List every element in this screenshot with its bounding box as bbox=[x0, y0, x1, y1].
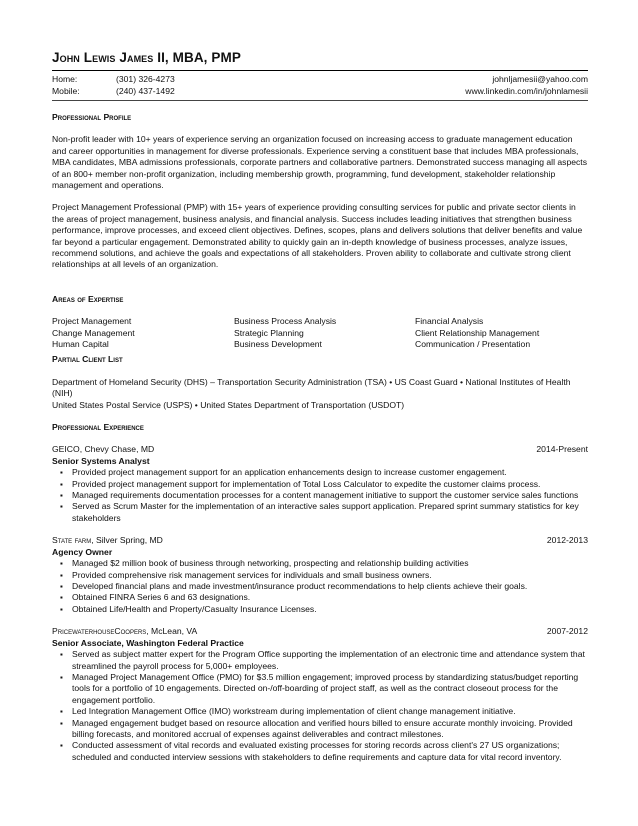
client-list-line-2: United States Postal Service (USPS) • United States Department of Transportation (USDOT) bbox=[52, 399, 405, 410]
employer-name: PricewaterhouseCoopers bbox=[52, 626, 147, 637]
expertise-item: Project Management bbox=[52, 316, 132, 327]
job-bullet: ▪ Obtained Life/Health and Property/Casualty Insurance Licenses. bbox=[52, 604, 588, 615]
contact-row-mobile bbox=[52, 86, 588, 98]
client-list-line-1: Department of Homeland Security (DHS) – Transportation Security Administration (TSA) • US Coast Guard • National Institutes of Health (NIH) bbox=[52, 376, 571, 399]
job-dates: 2007-2012 bbox=[546, 626, 588, 637]
expertise-heading: Areas of Expertise bbox=[52, 293, 124, 304]
expertise-item: Business Process Analysis bbox=[234, 316, 337, 327]
contact-block bbox=[52, 74, 588, 97]
job-bullet: ▪ Managed Project Management Office (PMO) for $3.5 million engagement; improved process by standardizing status/budget reporting tools for a portfolio of 10 engagements. Directed on-/off-boarding of project staff, as well as the contract closeout process for the engagement portfolio. bbox=[52, 672, 588, 706]
job-bullet: ▪ Served as subject matter expert for the Program Office supporting the implementation of an electronic time and attendance system that streamlined the payroll process for 5,000+ employees. bbox=[52, 649, 588, 672]
expertise-item: Communication / Presentation bbox=[415, 339, 531, 350]
linkedin-url[interactable]: www.linkedin.com/in/johnlamesii bbox=[465, 85, 588, 96]
expertise-item: Business Development bbox=[234, 339, 322, 350]
employer-location: , Silver Spring, MD bbox=[91, 535, 163, 546]
job-header bbox=[52, 626, 588, 638]
header-rule bbox=[52, 70, 588, 71]
home-phone: (301) 326-4273 bbox=[116, 74, 175, 84]
resume-name: John Lewis James II, MBA, PMP bbox=[52, 50, 241, 65]
resume-page bbox=[52, 50, 588, 763]
job-bullets bbox=[52, 467, 588, 524]
job-bullet: ▪ Served as Scrum Master for the implementation of an interactive sales support application. Prepared sprint summary statistics for key stakeholders bbox=[52, 501, 588, 524]
job-bullet: ▪ Developed financial plans and made investment/insurance product recommendations to help clients achieve their goals. bbox=[52, 581, 588, 592]
job-entry-state-farm bbox=[52, 535, 588, 615]
expertise-col-2 bbox=[234, 316, 336, 351]
expertise-grid bbox=[52, 316, 588, 351]
job-bullet: ▪ Obtained FINRA Series 6 and 63 designations. bbox=[52, 592, 588, 603]
client-list-heading: Partial Client List bbox=[52, 354, 123, 365]
job-header bbox=[52, 535, 588, 547]
job-entry-pwc bbox=[52, 626, 588, 763]
job-dates: 2012-2013 bbox=[546, 535, 588, 546]
job-bullet: ▪ Managed engagement budget based on resource allocation and verified hours billed to ensure accurate monthly invoicing. Provided billing forecasts, and monitored accrual of expenses against deliverables and contract milestones. bbox=[52, 718, 588, 741]
profile-heading: Professional Profile bbox=[52, 112, 132, 122]
expertise-item: Human Capital bbox=[52, 339, 109, 350]
job-title: Agency Owner bbox=[52, 546, 113, 557]
mobile-phone: (240) 437-1492 bbox=[116, 85, 175, 96]
job-bullet: ▪ Managed requirements documentation processes for a content management initiative to support the customer service sales functions bbox=[52, 490, 588, 501]
employer-location: , McLean, VA bbox=[146, 626, 198, 637]
job-bullet: ▪ Led Integration Management Office (IMO) workstream during implementation of client change management initiative. bbox=[52, 706, 588, 717]
expertise-item: Strategic Planning bbox=[234, 327, 304, 338]
job-bullet: ▪ Provided project management support for an application enhancements design to increase customer engagement. bbox=[52, 467, 588, 478]
job-bullet: ▪ Managed $2 million book of business through networking, prospecting and relationship building activities bbox=[52, 558, 588, 569]
expertise-col-3 bbox=[415, 316, 539, 351]
employer-name: GEICO bbox=[52, 444, 80, 455]
home-label: Home: bbox=[52, 74, 78, 84]
expertise-item: Change Management bbox=[52, 327, 135, 338]
contact-row-home bbox=[52, 74, 588, 86]
job-bullet: ▪ Provided project management support for implementation of Total Loss Calculator to expedite the customer claims process. bbox=[52, 479, 588, 490]
job-header bbox=[52, 444, 588, 456]
job-bullets bbox=[52, 649, 588, 763]
profile-paragraph-1: Non-profit leader with 10+ years of experience serving an organization focused on increasing access to graduate management education and career opportunities in management for diverse professionals. Experience serving a constituent base that includes MBA professionals, MBA candidates, MBA admissions professionals, corporate partners and collaborative partners. Demonstrated success managing all aspects of an 800+ member non-profit organization, including membership growth, programming, fund development, stakeholder relationship management and operations. bbox=[52, 134, 587, 191]
expertise-col-1 bbox=[52, 316, 135, 351]
email-address[interactable]: johnljamesii@yahoo.com bbox=[492, 74, 588, 84]
job-bullets bbox=[52, 558, 588, 615]
job-entry-geico bbox=[52, 444, 588, 524]
experience-heading: Professional Experience bbox=[52, 421, 144, 432]
job-title: Senior Systems Analyst bbox=[52, 455, 150, 466]
job-dates: 2014-Present bbox=[536, 444, 588, 455]
job-bullet: ▪ Conducted assessment of vital records and evaluated existing processes for storing records across client's 27 US organizations; scheduled and conducted interview sessions with stakeholders to define requirements and capture data for vital record inventory. bbox=[52, 740, 588, 763]
expertise-item: Financial Analysis bbox=[415, 316, 484, 327]
profile-paragraph-2: Project Management Professional (PMP) with 15+ years of experience providing consulting services for public and private sector clients in the areas of project management, business analysis, and financial analysis. Success includes leading initiatives that strengthen business performance, improve processes, and exceed client objectives. Defines, scopes, plans and delivers solutions that deliver benefits and value far beyond a particular engagement. Demonstrated ability to quickly gain an in-depth knowledge of business processes, analyze issues, recommend solutions, and achieve the goals and expectations of all stakeholders. Proven ability to collaborate and cultivate strong client relationships at all levels of an organization. bbox=[52, 202, 583, 270]
expertise-item: Client Relationship Management bbox=[415, 327, 540, 338]
mobile-label: Mobile: bbox=[52, 85, 80, 96]
job-bullet: ▪ Provided comprehensive risk management services for individuals and small business owners. bbox=[52, 570, 588, 581]
employer-location: , Chevy Chase, MD bbox=[79, 444, 155, 455]
employer-name: State farm bbox=[52, 535, 92, 546]
job-title: Senior Associate, Washington Federal Practice bbox=[52, 637, 244, 648]
